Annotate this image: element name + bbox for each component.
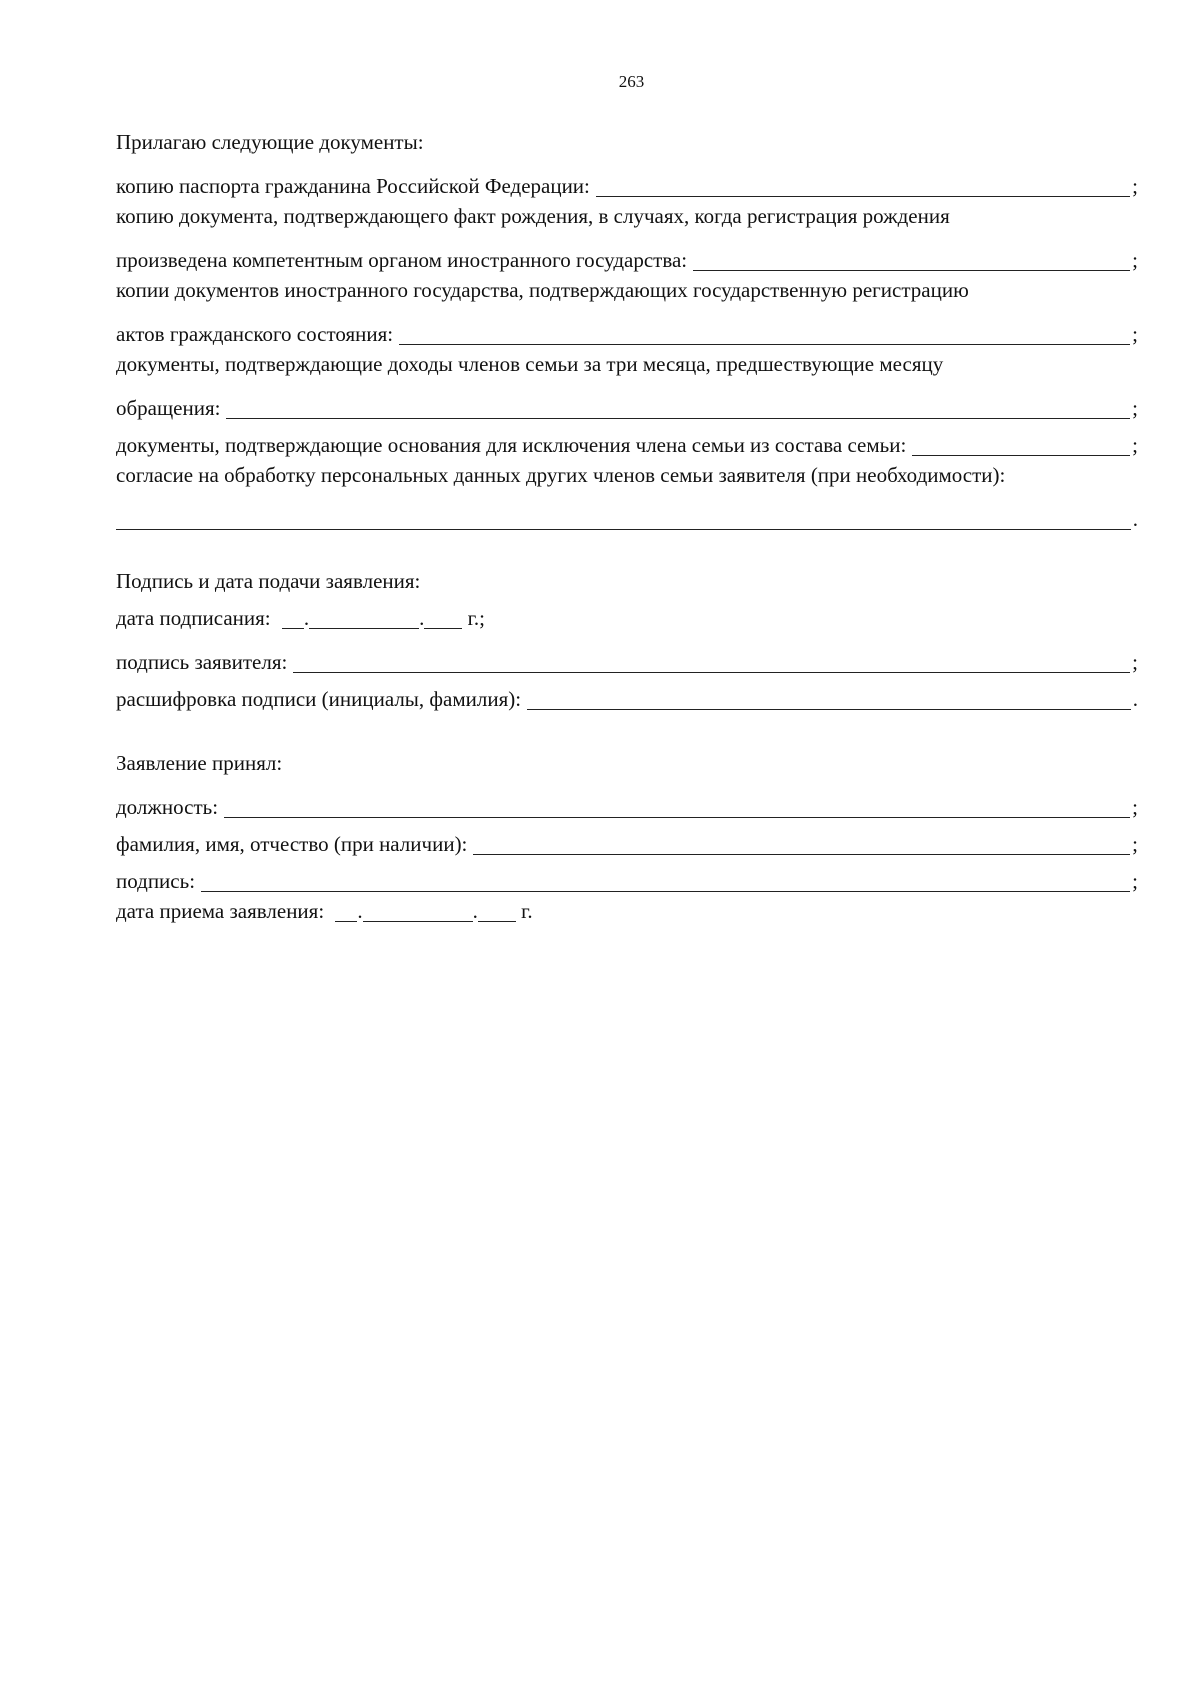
acceptance-day-field[interactable] bbox=[335, 901, 357, 922]
date-separator: . bbox=[357, 899, 363, 923]
position-field[interactable] bbox=[224, 795, 1130, 818]
row-terminator: ; bbox=[1132, 795, 1138, 819]
signature-decoding-label: расшифровка подписи (инициалы, фамилия): bbox=[116, 687, 522, 711]
row-terminator: ; bbox=[1132, 248, 1138, 272]
row-terminator: ; bbox=[1132, 174, 1138, 198]
row-terminator: . bbox=[1132, 507, 1138, 531]
signature-heading: Подпись и дата подачи заявления: bbox=[116, 569, 421, 593]
foreign-documents-field[interactable] bbox=[399, 322, 1130, 345]
date-separator: . bbox=[472, 899, 478, 923]
income-documents-field[interactable] bbox=[226, 396, 1130, 419]
position-row bbox=[116, 785, 1138, 822]
foreign-documents-label-line1: копии документов иностранного государства, подтверждающих государственную регистрацию bbox=[116, 278, 969, 302]
birth-document-label-line1: копию документа, подтверждающего факт рождения, в случаях, когда регистрация рождения bbox=[116, 204, 950, 228]
signature-section bbox=[116, 566, 1138, 714]
row-terminator: ; bbox=[1132, 832, 1138, 856]
birth-document-label-line2: произведена компетентным органом иностранного государства: bbox=[116, 248, 688, 272]
passport-copy-row bbox=[116, 164, 1138, 201]
date-separator: . bbox=[419, 606, 425, 630]
full-name-field[interactable] bbox=[473, 832, 1130, 855]
exclusion-documents-field[interactable] bbox=[912, 433, 1130, 456]
consent-row bbox=[116, 497, 1138, 534]
passport-copy-field[interactable] bbox=[596, 174, 1130, 197]
signature-decoding-row bbox=[116, 677, 1138, 714]
row-terminator: ; bbox=[1132, 396, 1138, 420]
applicant-signature-label: подпись заявителя: bbox=[116, 650, 288, 674]
acceptance-year-field[interactable] bbox=[478, 901, 516, 922]
row-terminator: . bbox=[1132, 687, 1138, 711]
row-terminator: ; bbox=[1132, 433, 1138, 457]
birth-document-row bbox=[116, 238, 1138, 275]
signing-date-row bbox=[116, 603, 1138, 640]
receiver-signature-label: подпись: bbox=[116, 869, 196, 893]
acceptance-date-label: дата приема заявления: bbox=[116, 899, 325, 923]
passport-copy-label: копию паспорта гражданина Российской Федерации: bbox=[116, 174, 590, 198]
row-terminator: ; bbox=[1132, 650, 1138, 674]
birth-document-field[interactable] bbox=[693, 248, 1130, 271]
full-name-row bbox=[116, 822, 1138, 859]
documents-heading: Прилагаю следующие документы: bbox=[116, 130, 424, 154]
receiver-signature-field[interactable] bbox=[201, 869, 1130, 892]
income-documents-row bbox=[116, 386, 1138, 423]
attached-documents-section bbox=[116, 127, 1138, 534]
signing-year-field[interactable] bbox=[424, 608, 462, 629]
applicant-signature-field[interactable] bbox=[293, 650, 1130, 673]
income-documents-label-line1: документы, подтверждающие доходы членов семьи за три месяца, предшествующие месяцу bbox=[116, 352, 944, 376]
acceptance-date-suffix: г. bbox=[521, 899, 533, 923]
consent-label: согласие на обработку персональных данных других членов семьи заявителя (при необходимости): bbox=[116, 463, 1006, 487]
signing-month-field[interactable] bbox=[309, 608, 419, 629]
foreign-documents-label-line2: актов гражданского состояния: bbox=[116, 322, 394, 346]
row-terminator: ; bbox=[1132, 322, 1138, 346]
date-separator: . bbox=[303, 606, 310, 630]
full-name-label: фамилия, имя, отчество (при наличии): bbox=[116, 832, 468, 856]
acceptance-section bbox=[116, 748, 1138, 933]
acceptance-date-row bbox=[116, 896, 1138, 933]
signing-date-label: дата подписания: bbox=[116, 606, 271, 630]
consent-field[interactable] bbox=[116, 507, 1131, 530]
position-label: должность: bbox=[116, 795, 219, 819]
income-documents-label-line2: обращения: bbox=[116, 396, 221, 420]
applicant-signature-row bbox=[116, 640, 1138, 677]
foreign-documents-row bbox=[116, 312, 1138, 349]
acceptance-month-field[interactable] bbox=[363, 901, 473, 922]
exclusion-documents-row bbox=[116, 423, 1138, 460]
signing-date-suffix: г.; bbox=[467, 606, 485, 630]
row-terminator: ; bbox=[1132, 869, 1138, 893]
receiver-signature-row bbox=[116, 859, 1138, 896]
signing-day-field[interactable] bbox=[282, 608, 304, 629]
exclusion-documents-label: документы, подтверждающие основания для исключения члена семьи из состава семьи: bbox=[116, 433, 907, 457]
acceptance-heading: Заявление принял: bbox=[116, 751, 283, 775]
page-number: 263 bbox=[618, 72, 645, 91]
signature-decoding-field[interactable] bbox=[527, 687, 1131, 710]
